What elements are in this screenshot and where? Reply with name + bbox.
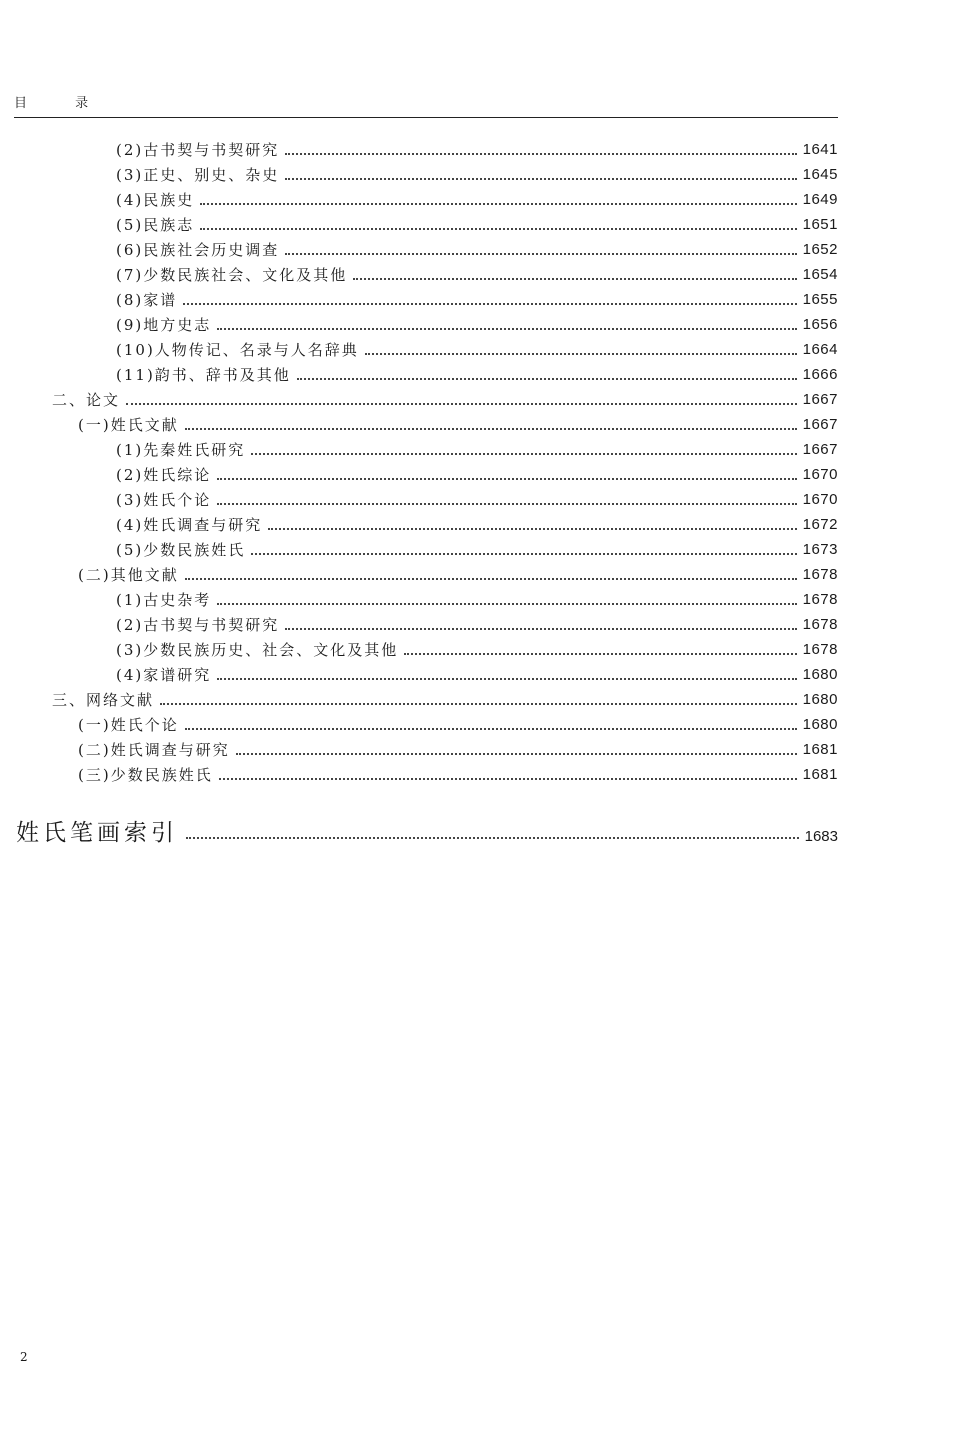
toc-entry-title: (6)民族社会历史调查 <box>116 241 280 259</box>
toc-entry[interactable] <box>116 239 838 261</box>
toc-entry-page: 1683 <box>804 828 838 845</box>
dot-leader <box>365 353 797 355</box>
toc-entry-page: 1664 <box>802 341 838 358</box>
toc-entry-page: 1678 <box>802 566 838 583</box>
toc-entry-page: 1655 <box>802 291 838 308</box>
toc-entry[interactable] <box>116 139 838 161</box>
toc-entry-page: 1672 <box>802 516 838 533</box>
dot-leader <box>285 253 796 255</box>
toc-entry-title: (1)古史杂考 <box>116 591 212 609</box>
dot-leader <box>200 203 796 205</box>
toc-entry-page: 1678 <box>802 641 838 658</box>
header-rule <box>14 117 838 118</box>
toc-entry-page: 1680 <box>802 716 838 733</box>
toc-entry[interactable] <box>116 439 838 461</box>
dot-leader <box>200 228 796 230</box>
toc-entry-page: 1667 <box>802 441 838 458</box>
toc-entry-title: (2)古书契与书契研究 <box>116 616 280 634</box>
toc-entry-title: (5)少数民族姓氏 <box>116 541 246 559</box>
toc-entry[interactable] <box>52 389 838 411</box>
dot-leader <box>268 528 796 530</box>
dot-leader <box>297 378 797 380</box>
toc-entry-page: 1649 <box>802 191 838 208</box>
toc-entry-page: 1670 <box>802 466 838 483</box>
toc-entry[interactable] <box>116 364 838 386</box>
dot-leader <box>185 428 797 430</box>
toc-entry[interactable] <box>116 164 838 186</box>
toc-entry-page: 1681 <box>802 741 838 758</box>
dot-leader <box>285 178 796 180</box>
dot-leader <box>217 603 796 605</box>
toc-entry[interactable] <box>116 264 838 286</box>
toc-entry-page: 1678 <box>802 591 838 608</box>
dot-leader <box>353 278 796 280</box>
page-number: 2 <box>20 1350 28 1364</box>
dot-leader <box>251 453 796 455</box>
dot-leader <box>217 328 796 330</box>
toc-entry[interactable] <box>78 564 838 586</box>
running-header: 目 录 <box>14 96 111 111</box>
toc-entry-page: 1652 <box>802 241 838 258</box>
toc-entry[interactable] <box>116 314 838 336</box>
toc-entry[interactable] <box>52 689 838 711</box>
toc-entry[interactable] <box>78 414 838 436</box>
toc-entry-title: (3)正史、别史、杂史 <box>116 166 280 184</box>
toc-entry-page: 1654 <box>802 266 838 283</box>
toc-entry-page: 1670 <box>802 491 838 508</box>
toc-entry-title: (4)姓氏调查与研究 <box>116 516 263 534</box>
toc-entry-title: (二)其他文献 <box>78 566 179 584</box>
toc-entry-title: (一)姓氏文献 <box>78 416 179 434</box>
toc-entry[interactable] <box>78 764 838 786</box>
toc-entry-title: (2)姓氏综论 <box>116 466 212 484</box>
dot-leader <box>217 678 796 680</box>
toc-entry-title: (5)民族志 <box>116 216 195 234</box>
toc-entry-page: 1641 <box>802 141 838 158</box>
toc-entry-title: (3)少数民族历史、社会、文化及其他 <box>116 641 399 659</box>
toc-entry[interactable] <box>116 514 838 536</box>
toc-entry-title: (3)姓氏个论 <box>116 491 212 509</box>
toc-entry[interactable] <box>116 489 838 511</box>
toc-entry-title: (4)家谱研究 <box>116 666 212 684</box>
toc-entry-title: (11)韵书、辞书及其他 <box>116 366 291 384</box>
toc-entry-title: (8)家谱 <box>116 291 178 309</box>
dot-leader <box>285 153 796 155</box>
toc-entry-title: (9)地方史志 <box>116 316 212 334</box>
toc-entry-page: 1645 <box>802 166 838 183</box>
dot-leader <box>183 303 796 305</box>
toc-entry[interactable] <box>116 639 838 661</box>
dot-leader <box>217 478 796 480</box>
dot-leader <box>185 728 797 730</box>
toc-entry[interactable] <box>116 214 838 236</box>
toc-entry-page: 1666 <box>802 366 838 383</box>
dot-leader <box>251 553 796 555</box>
toc-entry[interactable] <box>116 339 838 361</box>
toc-entry-page: 1651 <box>802 216 838 233</box>
dot-leader <box>236 753 797 755</box>
toc-entry[interactable] <box>116 464 838 486</box>
dot-leader <box>404 653 796 655</box>
toc-entry-page: 1678 <box>802 616 838 633</box>
toc-entry[interactable] <box>116 614 838 636</box>
dot-leader <box>186 837 799 839</box>
toc-entry-title: (7)少数民族社会、文化及其他 <box>116 266 348 284</box>
toc-entry-title: (二)姓氏调查与研究 <box>78 741 230 759</box>
toc-entry-page: 1681 <box>802 766 838 783</box>
dot-leader <box>219 778 797 780</box>
toc-entry[interactable] <box>116 289 838 311</box>
toc-entry-page: 1673 <box>802 541 838 558</box>
toc-entry-page: 1656 <box>802 316 838 333</box>
toc-entry-title: (2)古书契与书契研究 <box>116 141 280 159</box>
toc-entry-page: 1667 <box>802 416 838 433</box>
toc-entry-title: (1)先秦姓氏研究 <box>116 441 246 459</box>
toc-entry-title: 二、论文 <box>52 391 121 409</box>
dot-leader <box>126 403 797 405</box>
toc-entry-page: 1667 <box>802 391 838 408</box>
toc-entry-title: 姓氏笔画索引 <box>16 820 178 846</box>
toc-entry[interactable] <box>116 589 838 611</box>
toc-entry[interactable] <box>78 714 838 736</box>
dot-leader <box>160 703 797 705</box>
toc-entry-title: (4)民族史 <box>116 191 195 209</box>
toc-entry-page: 1680 <box>802 691 838 708</box>
toc-entry[interactable] <box>78 739 838 761</box>
toc-entry-title: (10)人物传记、名录与人名辞典 <box>116 341 359 359</box>
toc-entry-title: 三、网络文献 <box>52 691 155 709</box>
toc-entry-title: (三)少数民族姓氏 <box>78 766 213 784</box>
toc-entry[interactable] <box>116 189 838 211</box>
toc-entry-title: (一)姓氏个论 <box>78 716 179 734</box>
toc-entry[interactable] <box>116 539 838 561</box>
toc-entry-index[interactable] <box>16 815 838 847</box>
dot-leader <box>285 628 796 630</box>
dot-leader <box>185 578 797 580</box>
dot-leader <box>217 503 796 505</box>
toc-entry[interactable] <box>116 664 838 686</box>
toc-entry-page: 1680 <box>802 666 838 683</box>
